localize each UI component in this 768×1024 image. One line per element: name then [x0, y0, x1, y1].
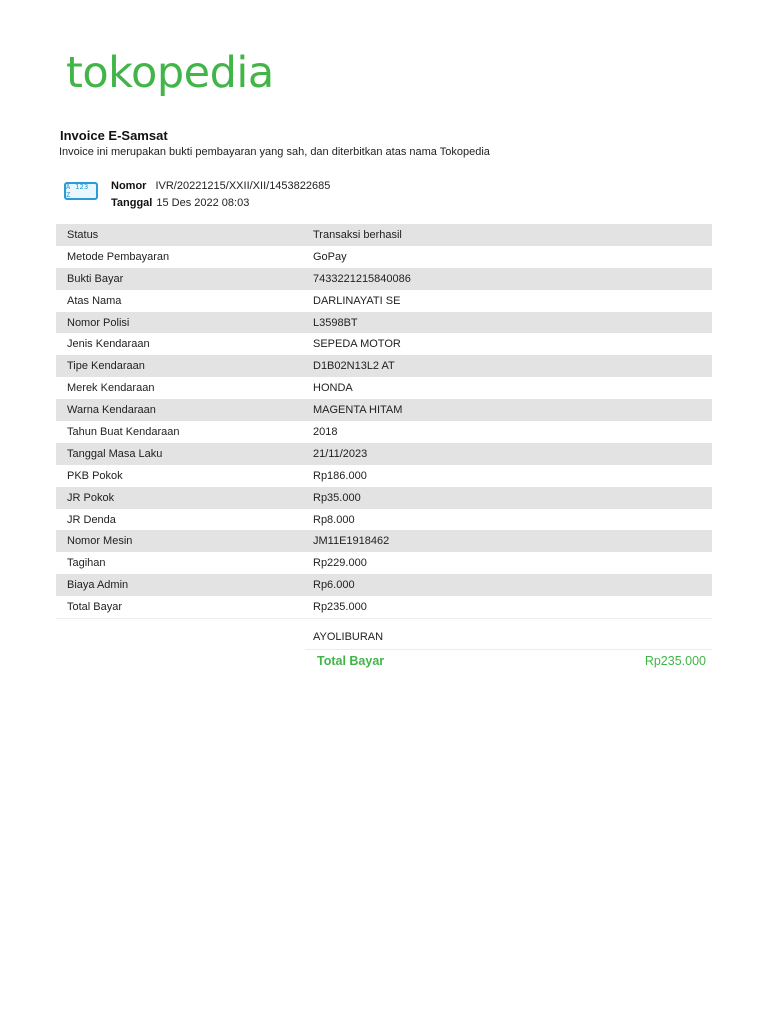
- table-row: [56, 596, 712, 618]
- table-row: [56, 333, 712, 355]
- row-value: GoPay: [313, 246, 712, 268]
- table-row: [56, 421, 712, 443]
- row-value: Transaksi berhasil: [313, 224, 712, 246]
- invoice-date-label: Tanggal: [111, 197, 153, 209]
- table-row: [56, 355, 712, 377]
- table-row: [56, 552, 712, 574]
- row-value: Rp235.000: [313, 596, 712, 618]
- table-row: [56, 312, 712, 334]
- row-label: Bukti Bayar: [56, 268, 313, 290]
- row-value: Rp229.000: [313, 552, 712, 574]
- invoice-details-table: [56, 224, 712, 619]
- row-label: PKB Pokok: [56, 465, 313, 487]
- table-row: [56, 487, 712, 509]
- row-value: 21/11/2023: [313, 443, 712, 465]
- invoice-date-value: 15 Des 2022 08:03: [156, 197, 250, 209]
- row-label: Merek Kendaraan: [56, 377, 313, 399]
- row-label: Total Bayar: [56, 596, 313, 618]
- row-value: D1B02N13L2 AT: [313, 355, 712, 377]
- row-label: Nomor Mesin: [56, 530, 313, 552]
- row-value: DARLINAYATI SE: [313, 290, 712, 312]
- row-label: JR Denda: [56, 509, 313, 531]
- invoice-date-row: [111, 195, 330, 212]
- row-value: 2018: [313, 421, 712, 443]
- row-label: Status: [56, 224, 313, 246]
- row-value: Rp35.000: [313, 487, 712, 509]
- row-value: HONDA: [313, 377, 712, 399]
- row-label: Atas Nama: [56, 290, 313, 312]
- row-value: 7433221215840086: [313, 268, 712, 290]
- row-label: Warna Kendaraan: [56, 399, 313, 421]
- row-label: JR Pokok: [56, 487, 313, 509]
- invoice-number-row: [111, 178, 330, 195]
- table-row: [56, 509, 712, 531]
- row-value: Rp6.000: [313, 574, 712, 596]
- invoice-title: Invoice E-Samsat: [60, 128, 168, 143]
- table-row: [56, 246, 712, 268]
- invoice-meta: [111, 178, 330, 212]
- row-value: Rp186.000: [313, 465, 712, 487]
- table-row: [56, 530, 712, 552]
- total-label: Total Bayar: [317, 654, 385, 668]
- table-row: [56, 443, 712, 465]
- total-value: Rp235.000: [644, 654, 706, 668]
- table-row: [56, 574, 712, 596]
- invoice-number-value: IVR/20221215/XXII/XII/1453822685: [155, 180, 331, 192]
- row-label: Tagihan: [56, 552, 313, 574]
- table-row: [56, 465, 712, 487]
- license-plate-icon: [64, 182, 98, 200]
- tokopedia-logo: tokopedia: [66, 48, 274, 98]
- row-label: Tipe Kendaraan: [56, 355, 313, 377]
- row-label: Tanggal Masa Laku: [56, 443, 313, 465]
- row-label: Tahun Buat Kendaraan: [56, 421, 313, 443]
- row-value: MAGENTA HITAM: [313, 399, 712, 421]
- table-row: [56, 224, 712, 246]
- invoice-subtitle: Invoice ini merupakan bukti pembayaran yang sah, dan diterbitkan atas nama Tokopedia: [59, 146, 490, 158]
- row-label: Metode Pembayaran: [56, 246, 313, 268]
- row-value: JM11E1918462: [313, 530, 712, 552]
- table-row: [56, 290, 712, 312]
- table-row: [56, 268, 712, 290]
- invoice-number-label: Nomor: [111, 180, 147, 192]
- table-row: [56, 377, 712, 399]
- row-value: Rp8.000: [313, 509, 712, 531]
- promo-code: AYOLIBURAN: [313, 631, 384, 643]
- row-label: Jenis Kendaraan: [56, 333, 313, 355]
- total-divider: [305, 649, 712, 650]
- table-row: [56, 399, 712, 421]
- row-label: Biaya Admin: [56, 574, 313, 596]
- row-value: L3598BT: [313, 312, 712, 334]
- row-label: Nomor Polisi: [56, 312, 313, 334]
- plate-icon-text: A 123 Z: [66, 183, 89, 199]
- row-value: SEPEDA MOTOR: [313, 333, 712, 355]
